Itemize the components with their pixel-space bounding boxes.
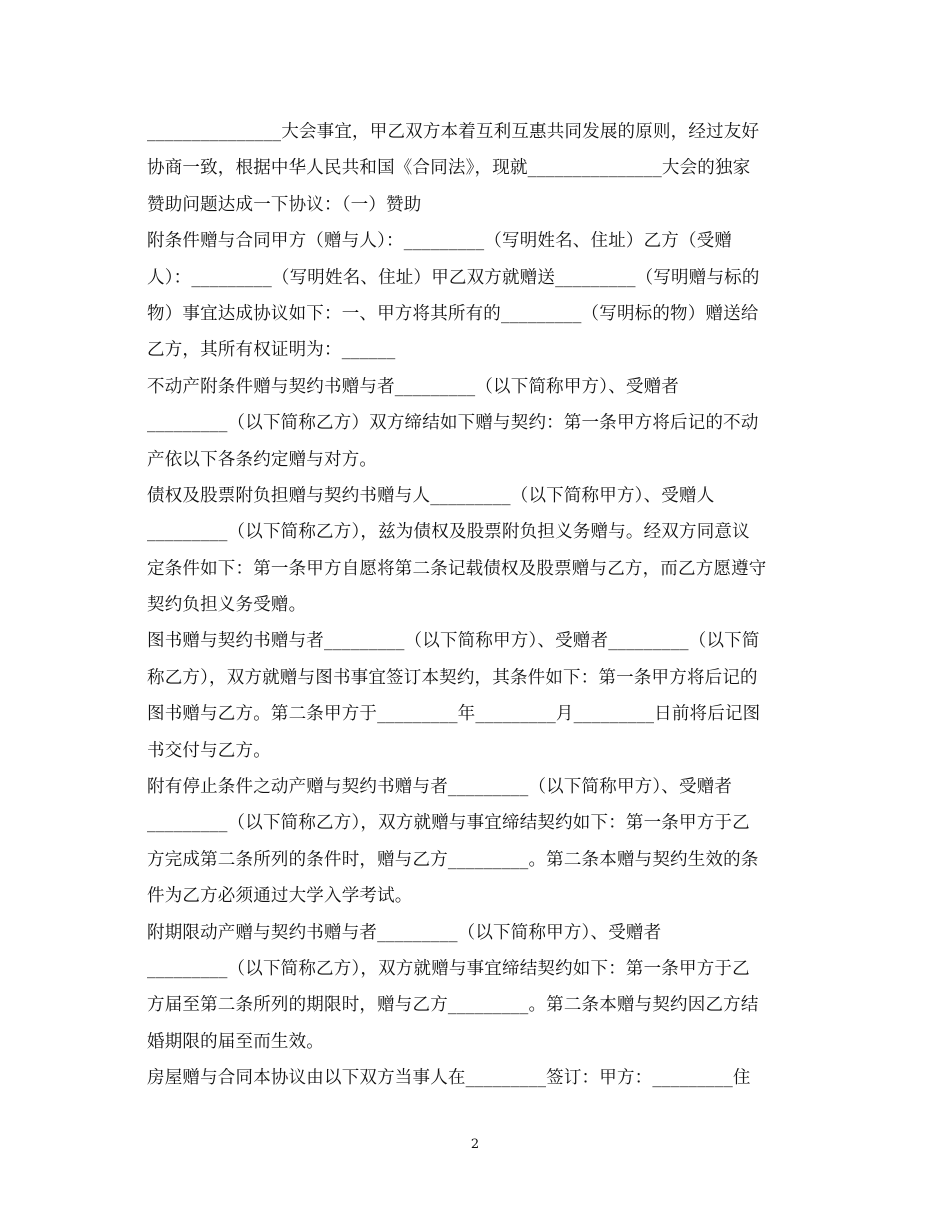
text-line: 书交付与乙方。 (147, 740, 271, 761)
text-line: 婚期限的届至而生效。 (147, 1031, 324, 1052)
text-line: _________（以下简称乙方），双方就赠与事宜缔结契约如下：第一条甲方于乙 (147, 958, 750, 979)
text-line: 产依以下各条约定赠与对方。 (147, 449, 378, 470)
text-line: _________（以下简称乙方），双方就赠与事宜缔结契约如下：第一条甲方于乙 (147, 813, 750, 834)
text-line: _______________大会事宜，甲乙双方本着互利互惠共同发展的原则，经过友好 (147, 122, 760, 142)
text-line: 人）：_________（写明姓名、住址）甲乙双方就赠送_________（写明赠与标的 (147, 267, 760, 288)
text-line: 方完成第二条所列的条件时，赠与乙方_________。第二条本赠与契约生效的条 (147, 849, 759, 870)
text-line: _________（以下简称乙方），兹为债权及股票附负担义务赠与。经双方同意议 (147, 522, 750, 543)
page-number: 2 (470, 1137, 480, 1152)
text-line: 附条件赠与合同甲方（赠与人）：_________（写明姓名、住址）乙方（受赠 (147, 231, 733, 252)
text-line: 债权及股票附负担赠与契约书赠与人_________（以下简称甲方）、受赠人 (147, 485, 715, 506)
text-line: 方届至第二条所列的期限时，赠与乙方_________。第二条本赠与契约因乙方结 (147, 995, 759, 1016)
text-line: 图书赠与乙方。第二条甲方于_________年_________月_________日前将后记图 (147, 704, 761, 725)
text-line: 物）事宜达成协议如下：一、甲方将其所有的_________（写明标的物）赠送给 (147, 303, 759, 324)
text-line: 附期限动产赠与契约书赠与者_________（以下简称甲方）、受赠者 (147, 922, 662, 943)
text-line: _________（以下简称乙方）双方缔结如下赠与契约：第一条甲方将后记的不动 (147, 413, 759, 434)
text-line: 附有停止条件之动产赠与契约书赠与者_________（以下简称甲方）、受赠者 (147, 777, 733, 798)
document-body (147, 114, 807, 1097)
text-line: 房屋赠与合同本协议由以下双方当事人在_________签订：甲方：_________住 (147, 1068, 751, 1089)
text-line: 协商一致，根据中华人民共和国《合同法》，现就_______________大会的独家 (147, 158, 751, 179)
text-line: 乙方，其所有权证明为：______ (147, 340, 396, 361)
text-line: 不动产附条件赠与契约书赠与者_________（以下简称甲方）、受赠者 (147, 376, 679, 397)
text-line: 称乙方），双方就赠与图书事宜签订本契约，其条件如下：第一条甲方将后记的 (147, 667, 758, 688)
text-line: 定条件如下：第一条甲方自愿将第二条记载债权及股票赠与乙方，而乙方愿遵守 (147, 558, 767, 579)
text-line: 件为乙方必须通过大学入学考试。 (147, 886, 413, 907)
text-line: 赞助问题达成一下协议：（一）赞助 (147, 194, 422, 215)
text-line: 契约负担义务受赠。 (147, 595, 307, 616)
text-line: 图书赠与契约书赠与者_________（以下简称甲方）、受赠者_________（以下简 (147, 631, 760, 652)
